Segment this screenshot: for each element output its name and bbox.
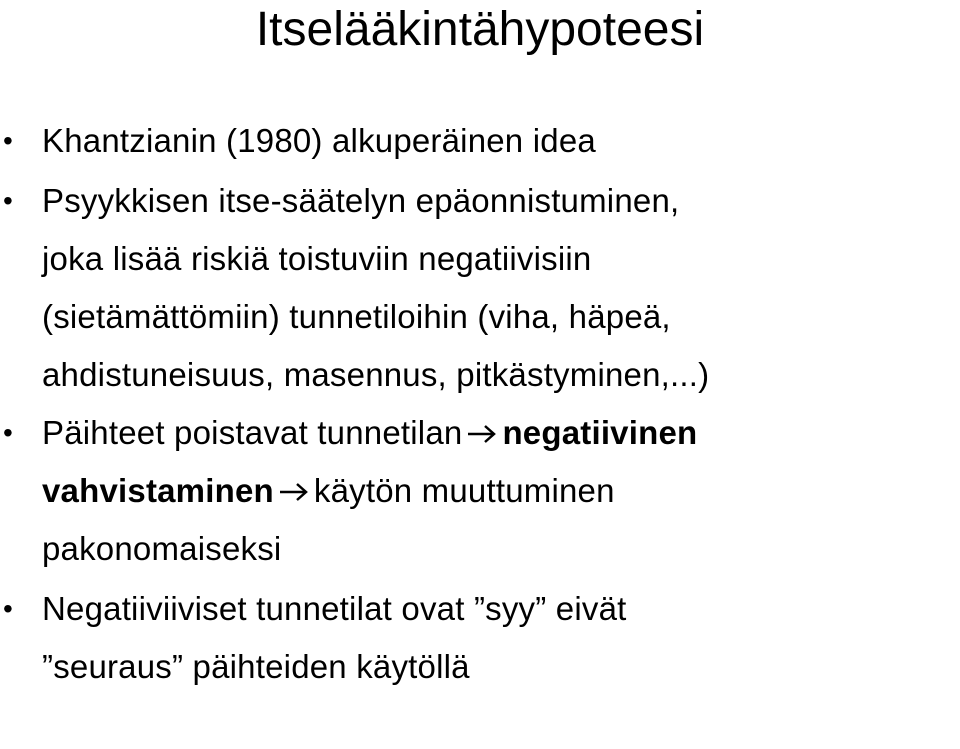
- bullet-3-line-1: [42, 404, 960, 462]
- bullet-2-line-2: joka lisää riskiä toistuviin negatiivisiin: [42, 240, 592, 277]
- bullet-item-1: [0, 112, 960, 170]
- bullet-3-line-3: pakonomaiseksi: [42, 530, 282, 567]
- bullet-3-bold-1: negatiivinen: [502, 414, 698, 451]
- right-arrow-icon: [466, 422, 498, 446]
- bullet-item-4: [0, 580, 960, 696]
- bullet-3-bold-2: vahvistaminen: [42, 472, 274, 509]
- bullet-3-text-1: Päihteet poistavat tunnetilan: [42, 414, 463, 451]
- bullet-3-line-2: [42, 462, 960, 520]
- bullet-list: [0, 112, 960, 696]
- slide-title: Itselääkintähypoteesi: [255, 3, 705, 56]
- bullet-3-text-2: käytön muuttuminen: [313, 472, 615, 509]
- bullet-1-line-1: Khantzianin (1980) alkuperäinen idea: [42, 122, 596, 159]
- bullet-dot-icon: •: [3, 125, 14, 156]
- bullet-dot-icon: •: [3, 417, 14, 448]
- right-arrow-icon: [278, 480, 310, 504]
- bullet-2-line-4: ahdistuneisuus, masennus, pitkästyminen,...): [42, 356, 710, 393]
- bullet-4-line-2: ”seuraus” päihteiden käytöllä: [42, 648, 470, 685]
- bullet-4-line-1: Negatiiviiviset tunnetilat ovat ”syy” eivät: [42, 590, 627, 627]
- bullet-2-line-3: (sietämättömiin) tunnetiloihin (viha, häpeä,: [42, 298, 671, 335]
- bullet-item-2: [0, 172, 960, 404]
- bullet-dot-icon: •: [3, 185, 14, 216]
- bullet-dot-icon: •: [3, 593, 14, 624]
- bullet-2-line-1: Psyykkisen itse-säätelyn epäonnistuminen,: [42, 182, 680, 219]
- bullet-item-3: [0, 404, 960, 578]
